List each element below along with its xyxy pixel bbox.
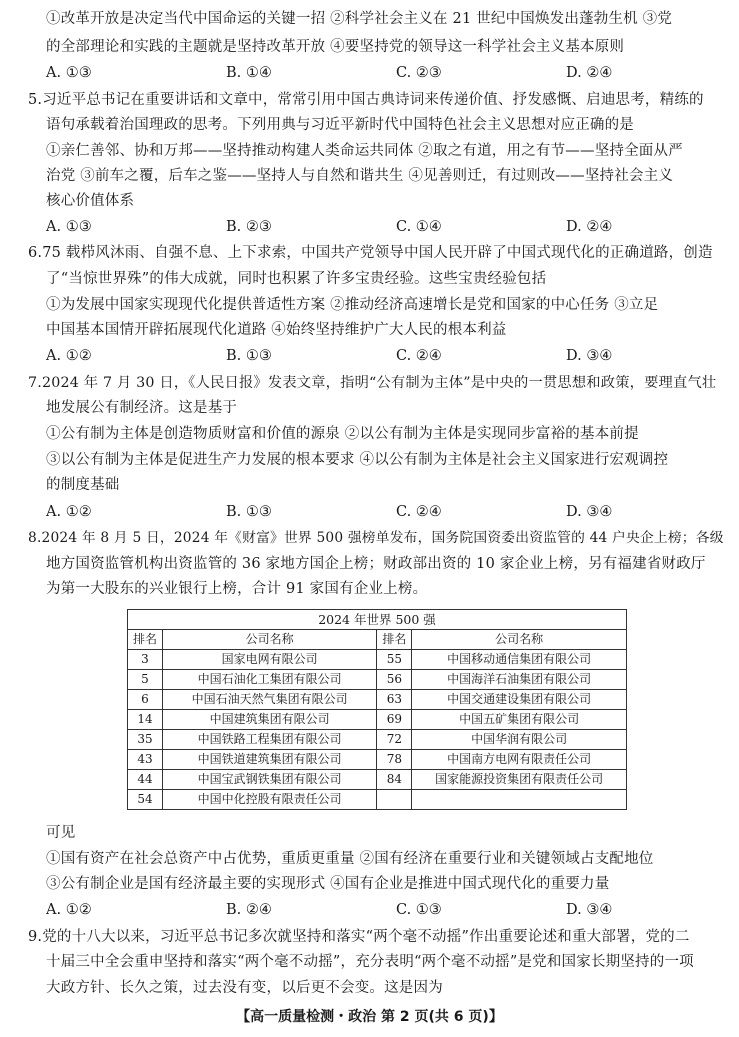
company-cell: 中国石油化工集团有限公司 xyxy=(162,670,377,690)
option-b[interactable]: B. ①④ xyxy=(226,65,272,81)
rank-cell: 56 xyxy=(377,670,412,690)
option-d[interactable]: D. ②④ xyxy=(566,219,613,235)
q8-stem-line-3: 为第一大股东的兴业银行上榜，合计 91 家国有企业上榜。 xyxy=(46,581,428,597)
q7-stem-line-2: 地发展公有制经济。这是基于 xyxy=(46,400,238,416)
table-row xyxy=(128,790,627,810)
company-cell: 中国铁道建筑集团有限公司 xyxy=(162,750,377,770)
company-cell: 中国南方电网有限责任公司 xyxy=(412,750,627,770)
option-c[interactable]: C. ②④ xyxy=(396,504,442,520)
table-row xyxy=(128,770,627,790)
rank-cell: 84 xyxy=(377,770,412,790)
q4-statement-line-2: 的全部理论和实践的主题就是坚持改革开放 ④要坚持党的领导这一科学社会主义基本原则 xyxy=(46,39,625,55)
q6-options xyxy=(46,345,706,367)
q5-stem-line-2: 语句承载着治国理政的思考。下列用典与习近平新时代中国特色社会主义思想对应正确的是 xyxy=(46,117,634,133)
option-b[interactable]: B. ②③ xyxy=(226,219,272,235)
option-d[interactable]: D. ③④ xyxy=(566,348,613,364)
q7-stem-line-1: 7.2024 年 7 月 30 日，《人民日报》发表文章，指明“公有制为主体”是中央的一贯思想和政策，要理直气壮 xyxy=(28,375,717,391)
rank-header: 排名 xyxy=(377,630,412,650)
rank-cell: 44 xyxy=(128,770,163,790)
rank-cell: 63 xyxy=(377,690,412,710)
q8-stem-line-1: 8.2024 年 8 月 5 日，2024 年《财富》世界 500 强榜单发布，国务院国资委出资监管的 44 户央企上榜；各级 xyxy=(28,530,724,546)
table-row xyxy=(128,750,627,770)
company-cell: 中国宝武钢铁集团有限公司 xyxy=(162,770,377,790)
company-cell: 中国建筑集团有限公司 xyxy=(162,710,377,730)
rank-cell xyxy=(377,790,412,810)
company-cell: 中国移动通信集团有限公司 xyxy=(412,650,627,670)
option-b[interactable]: B. ①③ xyxy=(226,348,272,364)
option-c[interactable]: C. ②③ xyxy=(396,65,442,81)
q8-statement-line-2: ③公有制企业是国有经济最主要的实现形式 ④国有企业是推进中国式现代化的重要力量 xyxy=(46,876,610,892)
table-row xyxy=(128,710,627,730)
q5-options xyxy=(46,216,706,238)
rank-cell: 35 xyxy=(128,730,163,750)
q7-statement-line-2: ③以公有制为主体是促进生产力发展的根本要求 ④以公有制为主体是社会主义国家进行宏观调控 xyxy=(46,452,669,468)
company-cell: 中国海洋石油集团有限公司 xyxy=(412,670,627,690)
rank-cell: 6 xyxy=(128,690,163,710)
rank-cell: 78 xyxy=(377,750,412,770)
company-cell xyxy=(412,790,627,810)
q4-options xyxy=(46,62,706,84)
page-footer: 【高一质量检测・政治 第 2 页(共 6 页)】 xyxy=(236,1009,503,1025)
company-header: 公司名称 xyxy=(162,630,377,650)
q5-statement-line-1: ①亲仁善邻、协和万邦——坚持推动构建人类命运共同体 ②取之有道，用之有节——坚持全面从严 xyxy=(46,143,683,159)
option-a[interactable]: A. ①③ xyxy=(46,219,92,235)
table-row xyxy=(128,730,627,750)
rank-cell: 72 xyxy=(377,730,412,750)
rank-cell: 69 xyxy=(377,710,412,730)
company-cell: 国家能源投资集团有限责任公司 xyxy=(412,770,627,790)
rank-cell: 5 xyxy=(128,670,163,690)
rank-cell: 3 xyxy=(128,650,163,670)
q6-stem-line-1: 6.75 载栉风沐雨、自强不息、上下求索，中国共产党领导中国人民开辟了中国式现代化的正确道路，创造 xyxy=(28,245,713,261)
rank-cell: 54 xyxy=(128,790,163,810)
company-cell: 中国五矿集团有限公司 xyxy=(412,710,627,730)
table-row xyxy=(128,650,627,670)
option-d[interactable]: D. ③④ xyxy=(566,504,613,520)
table-header-row xyxy=(128,630,627,650)
q8-conclusion-lead: 可见 xyxy=(46,825,76,841)
option-c[interactable]: C. ①③ xyxy=(396,902,442,918)
company-cell: 中国中化控股有限责任公司 xyxy=(162,790,377,810)
option-c[interactable]: C. ②④ xyxy=(396,348,442,364)
q7-statement-line-1: ①公有制为主体是创造物质财富和价值的源泉 ②以公有制为主体是实现同步富裕的基本前提 xyxy=(46,426,639,442)
q5-stem-line-1: 5.习近平总书记在重要讲话和文章中，常常引用中国古典诗词来传递价值、抒发感慨、启迪思考，精练的 xyxy=(28,92,704,108)
q8-stem-line-2: 地方国资监管机构出资监管的 36 家地方国企上榜；财政部出资的 10 家企业上榜，另有福建省财政厅 xyxy=(46,556,706,572)
option-a[interactable]: A. ①② xyxy=(46,504,92,520)
company-header: 公司名称 xyxy=(412,630,627,650)
option-a[interactable]: A. ①② xyxy=(46,348,92,364)
q6-stem-line-2: 了“当惊世界殊”的伟大成就，同时也积累了许多宝贵经验。这些宝贵经验包括 xyxy=(46,271,547,287)
company-cell: 中国铁路工程集团有限公司 xyxy=(162,730,377,750)
rank-header: 排名 xyxy=(128,630,163,650)
option-a[interactable]: A. ①② xyxy=(46,902,92,918)
company-cell: 中国交通建设集团有限公司 xyxy=(412,690,627,710)
q9-stem-line-3: 大政方针、长久之策，过去没有变，以后更不会变。这是因为 xyxy=(46,980,443,996)
option-d[interactable]: D. ③④ xyxy=(566,902,613,918)
fortune-500-table xyxy=(127,609,627,810)
option-b[interactable]: B. ①③ xyxy=(226,504,272,520)
option-b[interactable]: B. ②④ xyxy=(226,902,272,918)
company-cell: 国家电网有限公司 xyxy=(162,650,377,670)
q8-options xyxy=(46,899,706,921)
q7-options xyxy=(46,501,706,523)
rank-cell: 55 xyxy=(377,650,412,670)
rank-cell: 43 xyxy=(128,750,163,770)
q4-statement-line-1: ①改革开放是决定当代中国命运的关键一招 ②科学社会主义在 21 世纪中国焕发出蓬勃生机 ③党 xyxy=(46,11,673,27)
q9-stem-line-2: 十届三中全会重申坚持和落实“两个毫不动摇”，充分表明“两个毫不动摇”是党和国家长期坚持的一项 xyxy=(46,954,694,970)
rank-cell: 14 xyxy=(128,710,163,730)
option-c[interactable]: C. ①④ xyxy=(396,219,442,235)
q8-statement-line-1: ①国有资产在社会总资产中占优势，重质更重量 ②国有经济在重要行业和关键领域占支配地位 xyxy=(46,851,654,867)
q6-statement-line-1: ①为发展中国家实现现代化提供普适性方案 ②推动经济高速增长是党和国家的中心任务 ③立足 xyxy=(46,297,659,313)
company-cell: 中国华润有限公司 xyxy=(412,730,627,750)
table-row xyxy=(128,690,627,710)
company-cell: 中国石油天然气集团有限公司 xyxy=(162,690,377,710)
option-d[interactable]: D. ②④ xyxy=(566,65,613,81)
table-caption: 2024 年世界 500 强 xyxy=(128,610,627,630)
q5-statement-line-2: 治党 ③前车之覆，后车之鉴——坚持人与自然和谐共生 ④见善则迁，有过则改——坚持社会主义 xyxy=(46,168,674,184)
option-a[interactable]: A. ①③ xyxy=(46,65,92,81)
table-row xyxy=(128,670,627,690)
q5-statement-line-3: 核心价值体系 xyxy=(46,193,135,209)
q7-statement-line-3: 的制度基础 xyxy=(46,477,120,493)
q9-stem-line-1: 9.党的十八大以来，习近平总书记多次就坚持和落实“两个毫不动摇”作出重要论述和重大部署，党的二 xyxy=(28,929,690,945)
q6-statement-line-2: 中国基本国情开辟拓展现代化道路 ④始终坚持维护广大人民的根本利益 xyxy=(46,322,507,338)
